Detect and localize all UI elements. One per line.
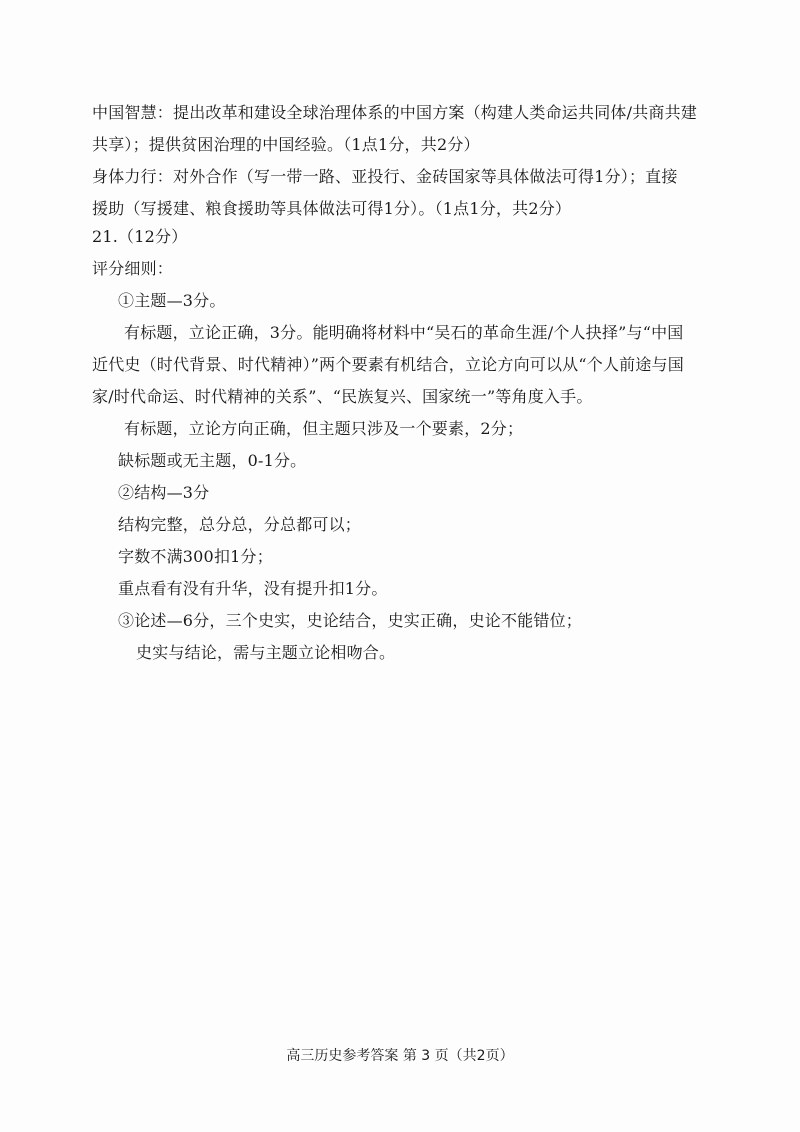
- scoring-rules-heading: 评分细则：: [92, 259, 174, 278]
- structure-criterion: ②结构—3分: [118, 483, 210, 502]
- text-line-9: 近代史（时代背景、时代精神）”两个要素有机结合，立论方向可以从“个人前途与国: [92, 355, 684, 374]
- text-line-14: 结构完整，总分总，分总都可以；: [118, 515, 362, 534]
- text-line-2: 共享）；提供贫困治理的中国经验。（1点1分，共2分）: [92, 135, 480, 154]
- text-line-10: 家/时代命运、时代精神的关系”、“民族复兴、国家统一”等角度入手。: [92, 387, 593, 406]
- text-line-3: 身体力行：对外合作（写一带一路、亚投行、金砖国家等具体做法可得1分）；直接: [92, 167, 678, 186]
- text-line-11: 有标题，立论方向正确，但主题只涉及一个要素，2分；: [124, 419, 524, 438]
- theme-criterion: ①主题—3分。: [118, 291, 226, 310]
- text-line-18: 史实与结论，需与主题立论相吻合。: [136, 643, 396, 662]
- text-line-8: 有标题，立论正确，3分。能明确将材料中“吴石的革命生涯/个人抉择”与“中国: [124, 323, 684, 342]
- text-line-1: 中国智慧：提出改革和建设全球治理体系的中国方案（构建人类命运共同体/共商共建: [92, 103, 697, 122]
- question-number: 21.（12分）: [92, 227, 188, 246]
- text-line-16: 重点看有没有升华，没有提升扣1分。: [118, 579, 388, 598]
- page-footer: 高三历史参考答案 第 3 页（共2页）: [286, 1048, 514, 1064]
- text-line-15: 字数不满300扣1分；: [118, 547, 273, 566]
- argument-criterion: ③论述—6分，三个史实，史论结合，史实正确，史论不能错位；: [118, 611, 582, 630]
- text-line-12: 缺标题或无主题，0-1分。: [118, 451, 307, 470]
- text-line-4: 援助（写援建、粮食援助等具体做法可得1分）。（1点1分，共2分）: [92, 199, 572, 218]
